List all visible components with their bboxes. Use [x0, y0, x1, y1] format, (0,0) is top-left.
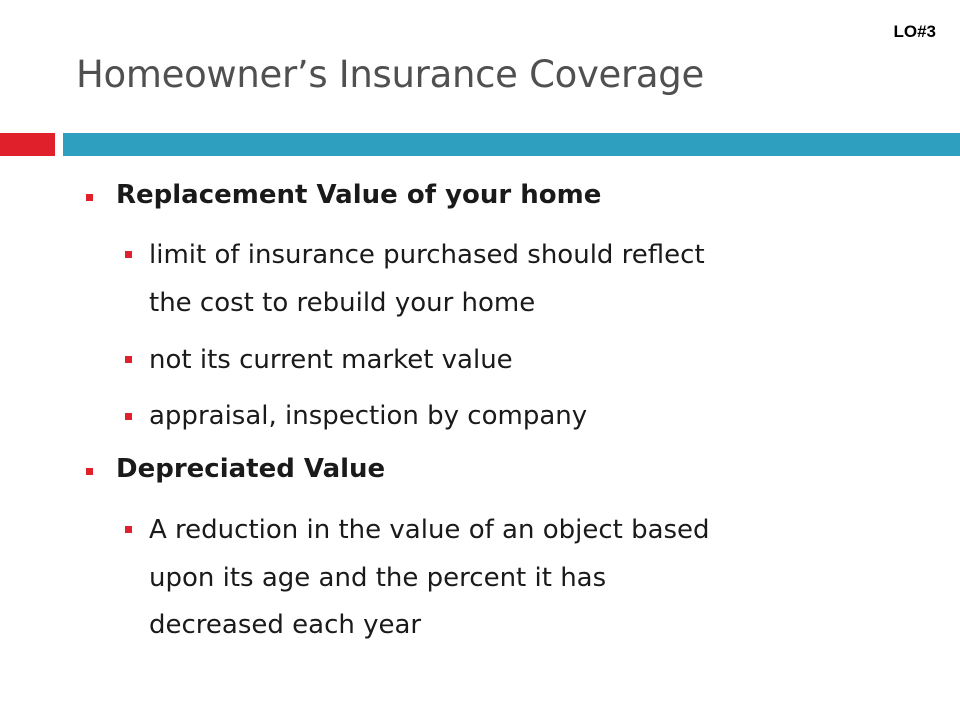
- sub-bullet-reduction-line1: A reduction in the value of an object based: [149, 515, 710, 545]
- sub-bullet-reduction-line3: decreased each year: [149, 610, 422, 640]
- sub-bullet-reduction-line2: upon its age and the percent it has: [149, 563, 607, 593]
- bullet-icon: [86, 194, 93, 201]
- sub-bullet-appraisal: appraisal, inspection by company: [149, 401, 588, 431]
- lo-tag: LO#3: [893, 22, 936, 41]
- bullet-replacement-value: Replacement Value of your home: [116, 180, 602, 210]
- bullet-icon: [125, 526, 132, 533]
- bullet-icon: [86, 468, 93, 475]
- bullet-icon: [125, 356, 132, 363]
- sub-bullet-market-value: not its current market value: [149, 345, 513, 375]
- sub-bullet-limit-line2: the cost to rebuild your home: [149, 288, 536, 318]
- sub-bullet-limit-line1: limit of insurance purchased should reflect: [149, 240, 705, 270]
- page-title: Homeowner’s Insurance Coverage: [76, 53, 704, 96]
- bullet-icon: [125, 413, 132, 420]
- bullet-depreciated-value: Depreciated Value: [116, 454, 386, 484]
- bullet-icon: [125, 251, 132, 258]
